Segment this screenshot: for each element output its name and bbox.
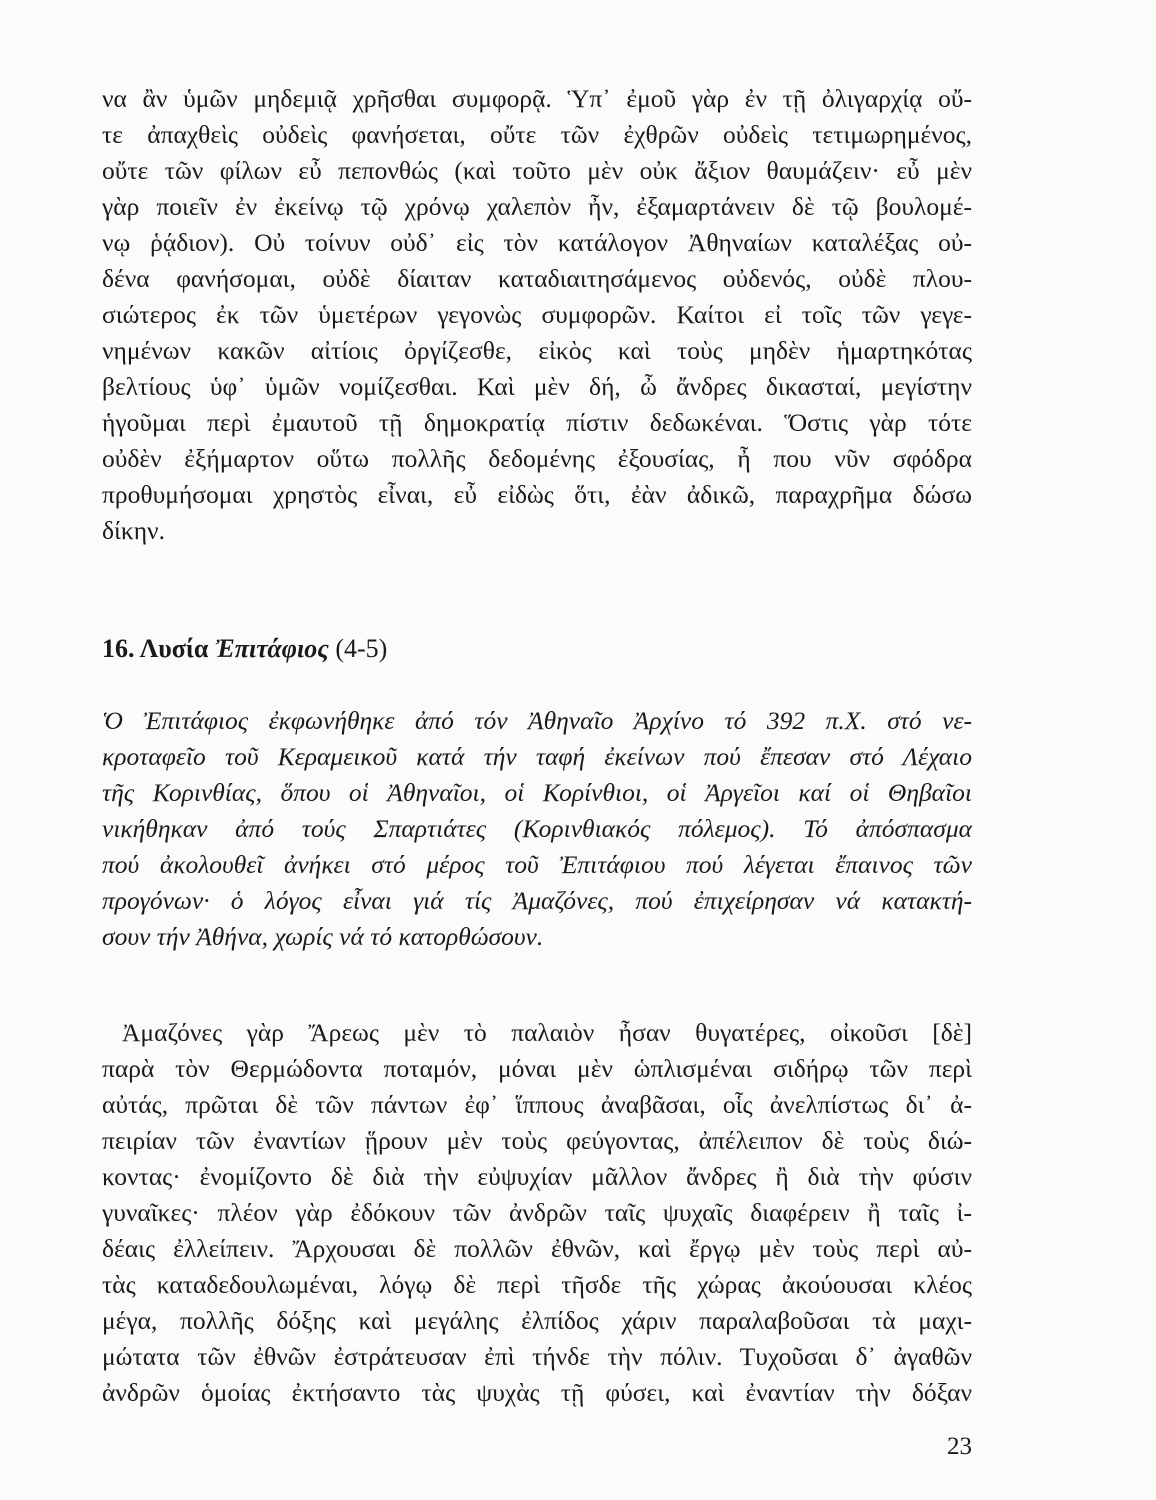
section-heading bbox=[102, 632, 387, 666]
text-line: νημένων κακῶν αἰτίοις ὀργίζεσθε, εἰκὸς καὶ τοὺς μηδὲν ἡμαρτηκότας bbox=[102, 336, 972, 365]
intro-line: προγόνων· ὁ λόγος εἶναι γιά τίς Ἀμαζόνες, πού ἐπιχείρησαν νά κατακτή- bbox=[102, 886, 972, 915]
intro-line: κροταφεῖο τοῦ Κεραμεικοῦ κατά τήν ταφή ἐκείνων πού ἔπεσαν στό Λέχαιο bbox=[102, 742, 972, 771]
page-number: 23 bbox=[947, 1433, 972, 1460]
text-line: τε ἀπαχθεὶς οὐδεὶς φανήσεται, οὔτε τῶν ἐχθρῶν οὐδεὶς τετιμωρημένος, bbox=[102, 120, 972, 149]
text-line: γὰρ ποιεῖν ἐν ἐκείνῳ τῷ χρόνῳ χαλεπὸν ἦν, ἐξαμαρτάνειν δὲ τῷ βουλομέ- bbox=[102, 192, 972, 221]
text-line: ἀνδρῶν ὁμοίας ἐκτήσαντο τὰς ψυχὰς τῇ φύσει, καὶ ἐναντίαν τὴν δόξαν bbox=[102, 1378, 972, 1407]
text-line: δένα φανήσομαι, οὐδὲ δίαιταν καταδιαιτησάμενος οὐδενός, οὐδὲ πλου- bbox=[102, 264, 972, 293]
text-line: δέαις ἐλλείπειν. Ἄρχουσαι δὲ πολλῶν ἐθνῶν, καὶ ἔργῳ μὲν τοὺς περὶ αὐ- bbox=[102, 1234, 972, 1263]
text-line: οὔτε τῶν φίλων εὖ πεπονθώς (καὶ τοῦτο μὲν οὐκ ἄξιον θαυμάζειν· εὖ μὲν bbox=[102, 156, 972, 185]
text-line: προθυμήσομαι χρηστὸς εἶναι, εὖ εἰδὼς ὅτι, ἐὰν ἀδικῶ, παραχρῆμα δώσω bbox=[102, 480, 972, 509]
text-line: γυναῖκες· πλέον γὰρ ἐδόκουν τῶν ἀνδρῶν ταῖς ψυχαῖς διαφέρειν ἢ ταῖς ἰ- bbox=[102, 1198, 972, 1227]
intro-line: Ὁ Ἐπιτάφιος ἐκφωνήθηκε ἀπό τόν Ἀθηναῖο Ἀρχίνο τό 392 π.Χ. στό νε- bbox=[102, 706, 972, 735]
text-line: οὐδὲν ἐξήμαρτον οὕτω πολλῆς δεδομένης ἐξουσίας, ἦ που νῦν σφόδρα bbox=[102, 444, 972, 473]
text-line: τὰς καταδεδουλωμέναι, λόγῳ δὲ περὶ τῆσδε τῆς χώρας ἀκούουσαι κλέος bbox=[102, 1270, 972, 1299]
intro-line: τῆς Κορινθίας, ὅπου οἱ Ἀθηναῖοι, οἱ Κορίνθιοι, οἱ Ἀργεῖοι καί οἱ Θηβαῖοι bbox=[102, 778, 972, 807]
intro-line: σουν τήν Ἀθήνα, χωρίς νά τό κατορθώσουν. bbox=[102, 922, 544, 951]
text-line: να ἂν ὑμῶν μηδεμιᾷ χρῆσθαι συμφορᾷ. Ὑπ᾽ ἐμοῦ γὰρ ἐν τῇ ὀλιγαρχίᾳ οὔ- bbox=[102, 84, 972, 113]
text-line: πειρίαν τῶν ἐναντίων ᾕρουν μὲν τοὺς φεύγοντας, ἀπέλειπον δὲ τοὺς διώ- bbox=[102, 1126, 972, 1155]
intro-line: πού ἀκολουθεῖ ἀνήκει στό μέρος τοῦ Ἐπιτάφιου πού λέγεται ἔπαινος τῶν bbox=[102, 850, 972, 879]
section-title-italic: Ἐπιτάφιος bbox=[214, 634, 329, 663]
text-line: βελτίους ὑφ᾽ ὑμῶν νομίζεσθαι. Καὶ μὲν δή, ὦ ἄνδρες δικασταί, μεγίστην bbox=[102, 372, 972, 401]
intro-line: νικήθηκαν ἀπό τούς Σπαρτιάτες (Κορινθιακός πόλεμος). Τό ἀπόσπασμα bbox=[102, 814, 972, 843]
section-range: (4-5) bbox=[328, 634, 388, 663]
text-line: Ἀμαζόνες γὰρ Ἄρεως μὲν τὸ παλαιὸν ἦσαν θυγατέρες, οἰκοῦσι [δὲ] bbox=[122, 1018, 972, 1047]
text-line: σιώτερος ἐκ τῶν ὑμετέρων γεγονὼς συμφορῶν. Καίτοι εἰ τοῖς τῶν γεγε- bbox=[102, 300, 972, 329]
text-line: μέγα, πολλῆς δόξης καὶ μεγάλης ἐλπίδος χάριν παραλαβοῦσαι τὰ μαχι- bbox=[102, 1306, 972, 1335]
text-line: νῳ ῥᾴδιον). Οὐ τοίνυν οὐδ᾽ εἰς τὸν κατάλογον Ἀθηναίων καταλέξας οὐ- bbox=[102, 228, 972, 257]
text-line: αὐτάς, πρῶται δὲ τῶν πάντων ἐφ᾽ ἵππους ἀναβᾶσαι, οἷς ἀνελπίστως δι᾽ ἀ- bbox=[102, 1090, 972, 1119]
text-line: κοντας· ἐνομίζοντο δὲ διὰ τὴν εὐψυχίαν μᾶλλον ἄνδρες ἢ διὰ τὴν φύσιν bbox=[102, 1162, 972, 1191]
section-number-title: 16. Λυσία bbox=[102, 634, 215, 663]
text-line: ἡγοῦμαι περὶ ἐμαυτοῦ τῇ δημοκρατίᾳ πίστιν δεδωκέναι. Ὅστις γὰρ τότε bbox=[102, 408, 972, 437]
text-line: δίκην. bbox=[102, 516, 165, 545]
text-line: παρὰ τὸν Θερμώδοντα ποταμόν, μόναι μὲν ὡπλισμέναι σιδήρῳ τῶν περὶ bbox=[102, 1054, 972, 1083]
text-line: μώτατα τῶν ἐθνῶν ἐστράτευσαν ἐπὶ τήνδε τὴν πόλιν. Τυχοῦσαι δ᾽ ἀγαθῶν bbox=[102, 1342, 972, 1371]
